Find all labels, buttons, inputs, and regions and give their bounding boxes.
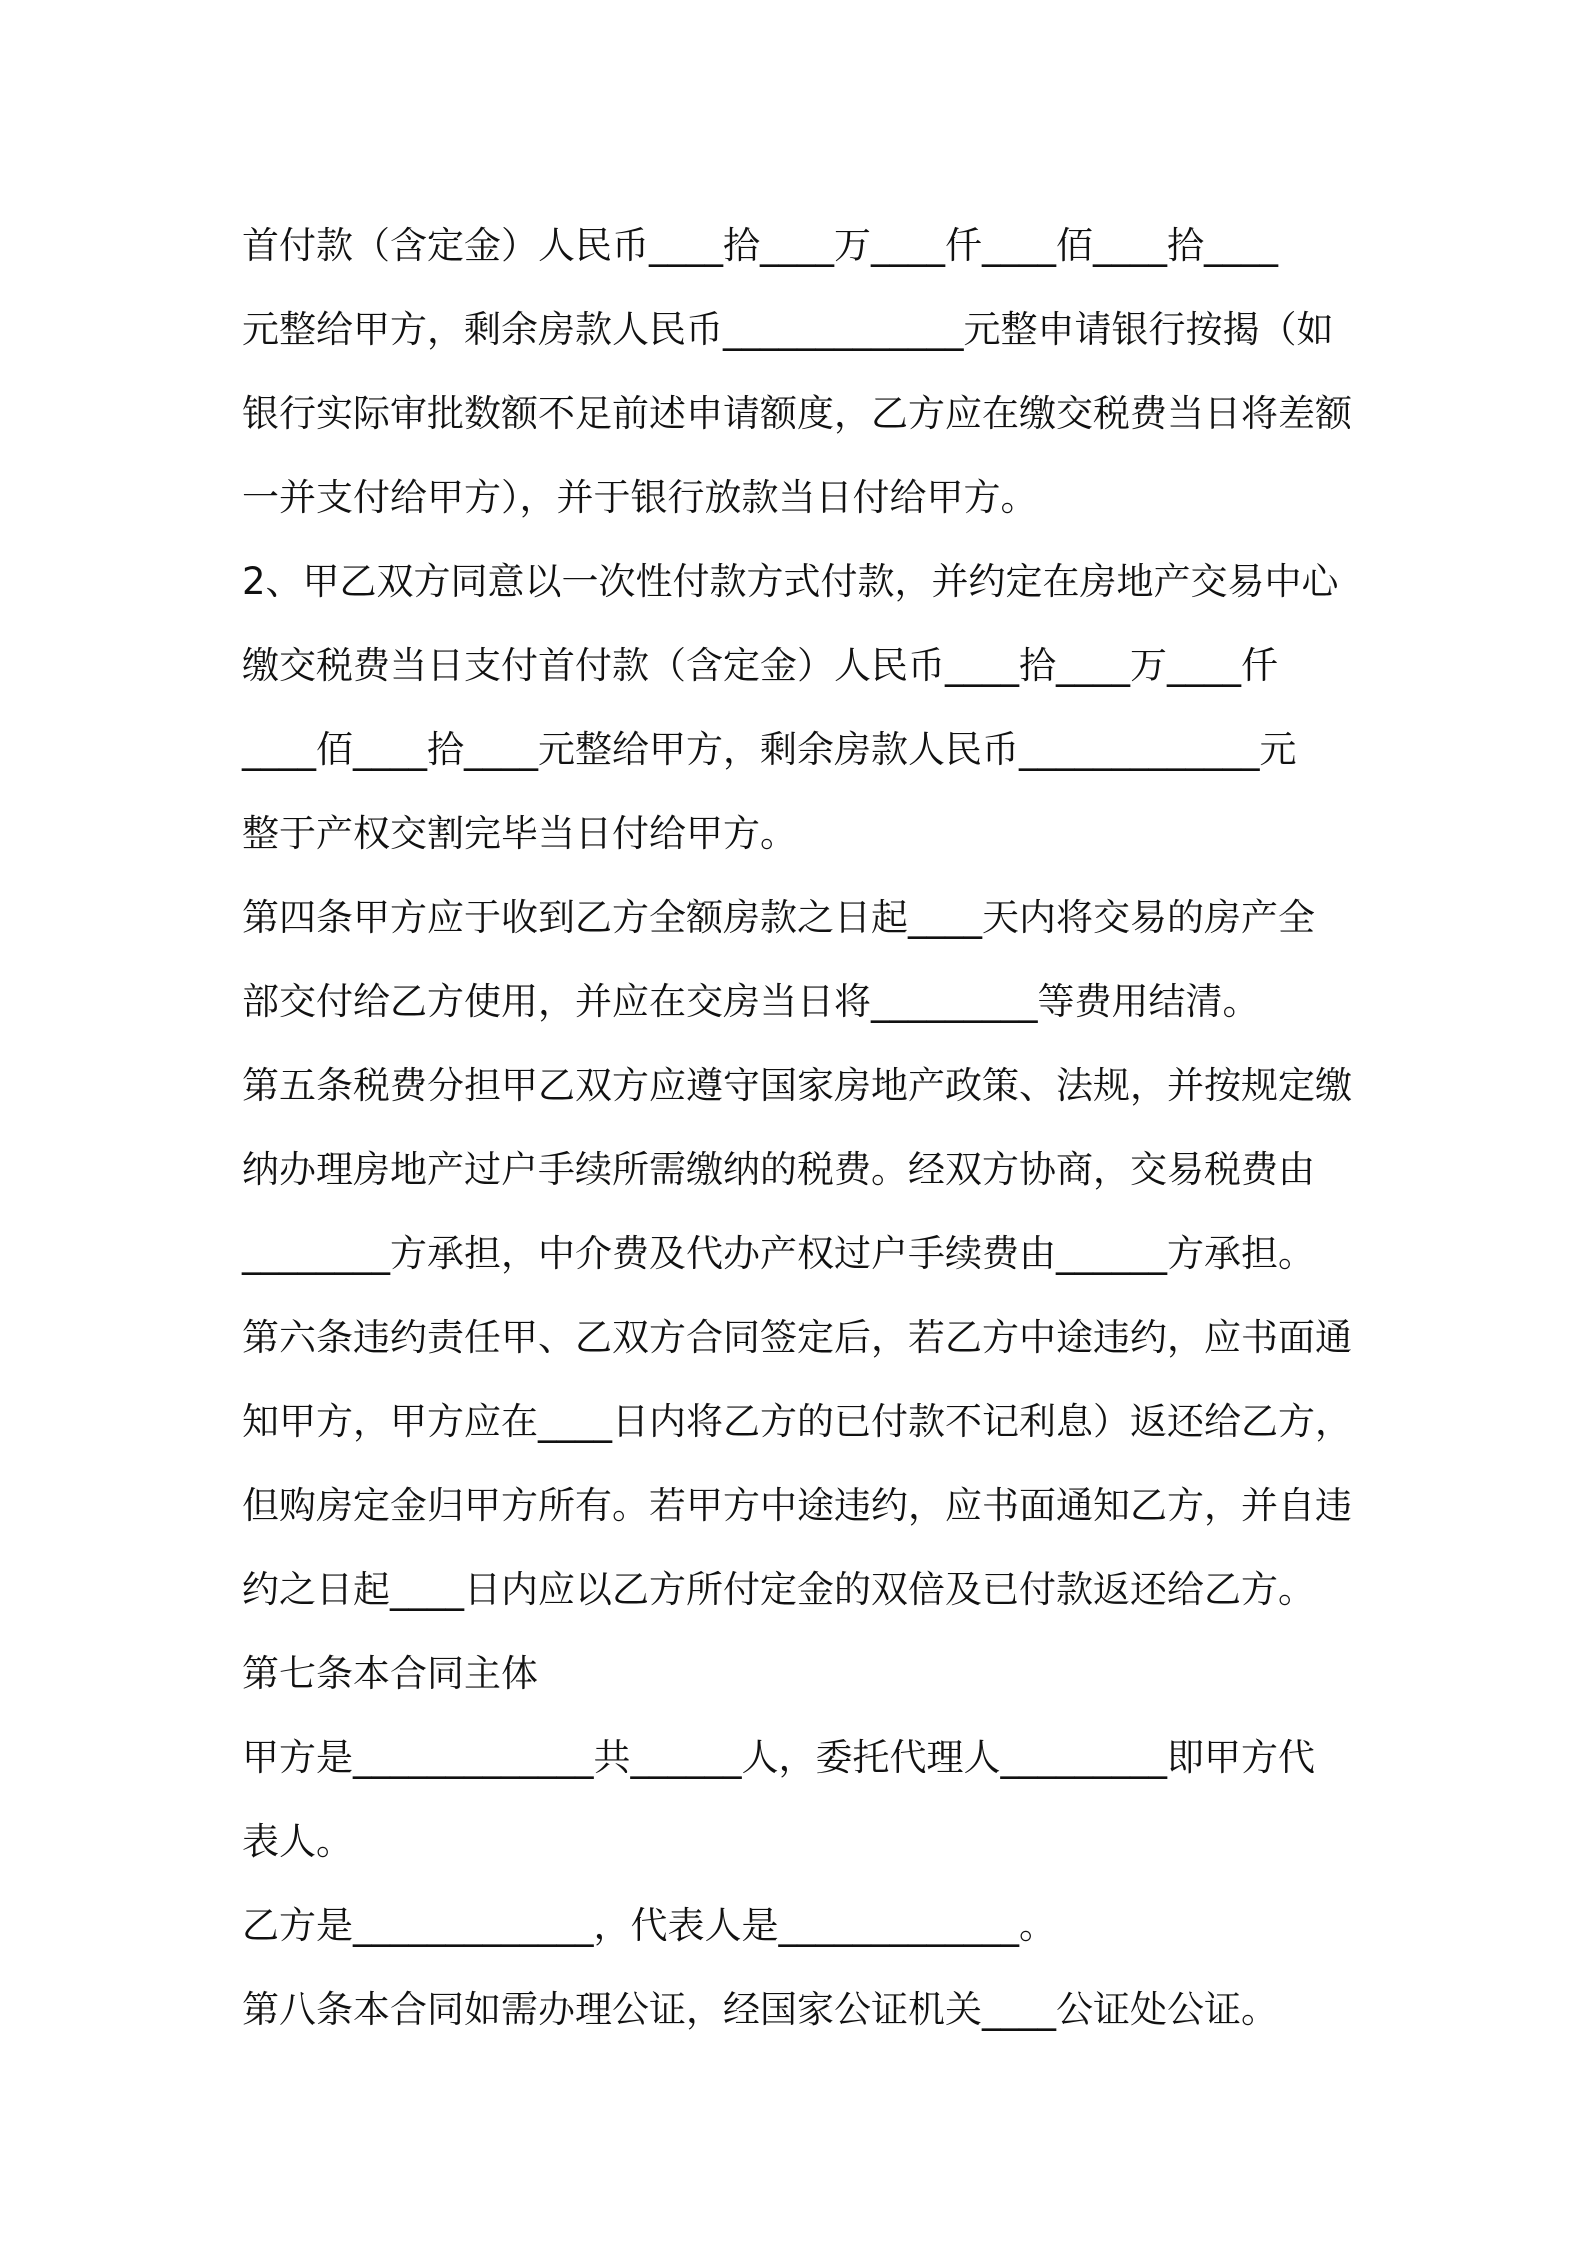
text-line-10: 部交付给乙方使用，并应在交房当日将_________等费用结清。: [242, 980, 1260, 1023]
text-line-8: 整于产权交割完毕当日付给甲方。: [242, 812, 797, 855]
text-line-5: 2、甲乙双方同意以一次性付款方式付款，并约定在房地产交易中心: [242, 560, 1339, 603]
text-line-22: 第八条本合同如需办理公证，经国家公证机关____公证处公证。: [242, 1988, 1278, 2031]
text-line-9: 第四条甲方应于收到乙方全额房款之日起____天内将交易的房产全: [242, 896, 1315, 939]
contract-body: [242, 204, 1372, 2052]
text-line-3: 银行实际审批数额不足前述申请额度，乙方应在缴交税费当日将差额: [242, 392, 1352, 435]
text-line-2: 元整给甲方，剩余房款人民币_____________元整申请银行按揭（如: [242, 308, 1334, 351]
text-line-15: 知甲方，甲方应在____日内将乙方的已付款不记利息）返还给乙方，: [242, 1400, 1352, 1443]
text-line-18: 第七条本合同主体: [242, 1652, 538, 1695]
text-line-16: 但购房定金归甲方所有。若甲方中途违约，应书面通知乙方，并自违: [242, 1484, 1352, 1527]
text-line-1: 首付款（含定金）人民币____拾____万____仟____佰____拾____: [242, 224, 1278, 267]
text-line-12: 纳办理房地产过户手续所需缴纳的税费。经双方协商，交易税费由: [242, 1148, 1315, 1191]
text-line-11: 第五条税费分担甲乙双方应遵守国家房地产政策、法规，并按规定缴: [242, 1064, 1352, 1107]
text-line-19: 甲方是_____________共______人，委托代理人_________即甲方代: [242, 1736, 1315, 1779]
text-line-6: 缴交税费当日支付首付款（含定金）人民币____拾____万____仟: [242, 644, 1278, 687]
text-line-13: ________方承担，中介费及代办产权过户手续费由______方承担。: [242, 1232, 1315, 1275]
text-line-20: 表人。: [242, 1820, 353, 1863]
text-line-21: 乙方是_____________，代表人是_____________。: [242, 1904, 1056, 1947]
text-line-14: 第六条违约责任甲、乙双方合同签定后，若乙方中途违约，应书面通: [242, 1316, 1352, 1359]
text-line-4: 一并支付给甲方），并于银行放款当日付给甲方。: [242, 476, 1038, 519]
text-line-7: ____佰____拾____元整给甲方，剩余房款人民币_____________元: [242, 728, 1297, 771]
text-line-17: 约之日起____日内应以乙方所付定金的双倍及已付款返还给乙方。: [242, 1568, 1315, 1611]
